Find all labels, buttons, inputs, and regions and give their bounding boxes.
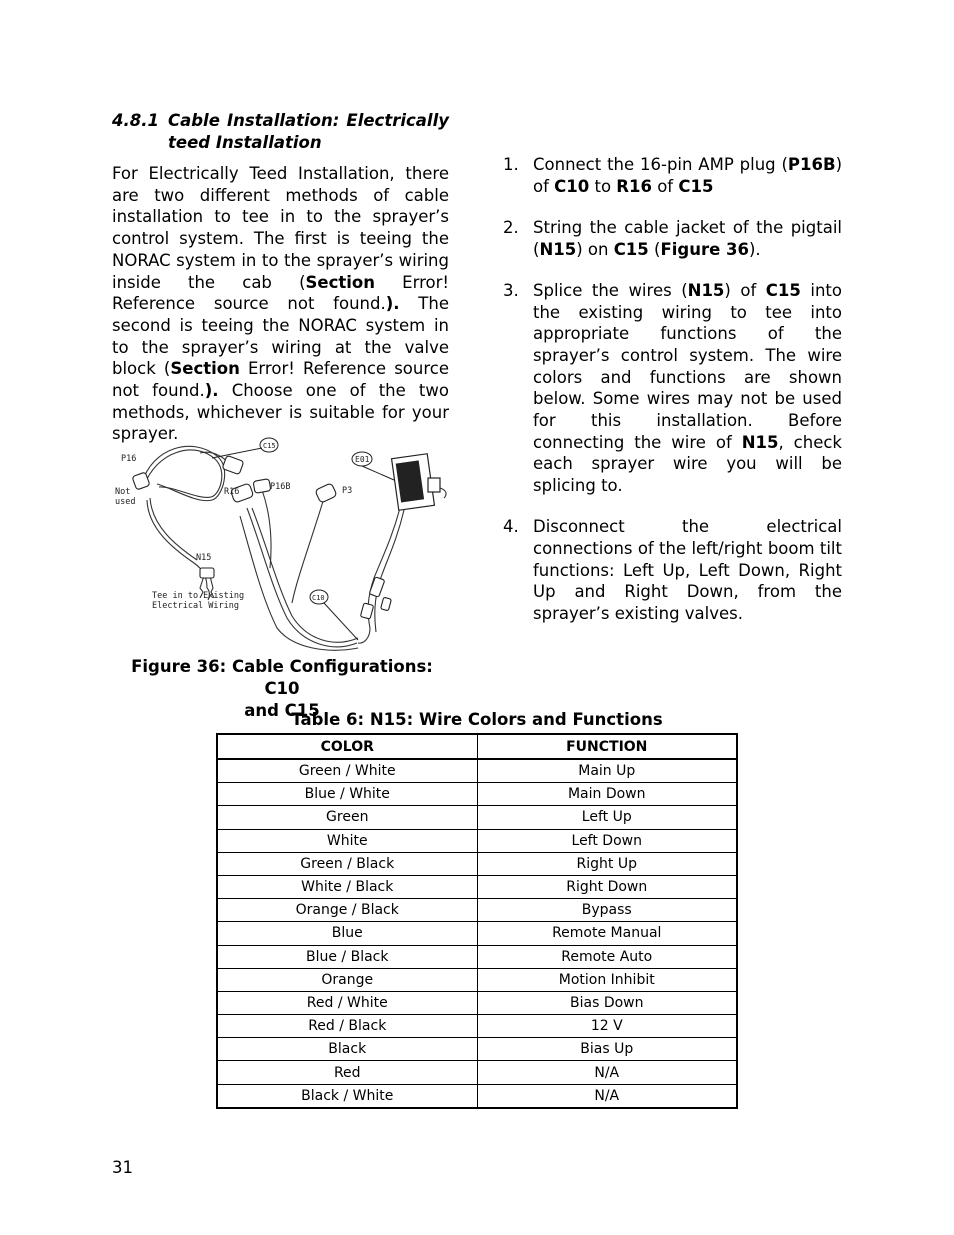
cell-function: Remote Auto [477, 945, 737, 968]
cell-function: N/A [477, 1084, 737, 1108]
table-row [217, 968, 737, 991]
table-row [217, 945, 737, 968]
step-number: 3. [503, 280, 519, 300]
step-text-part: ). [749, 239, 761, 259]
cell-color: White [217, 829, 477, 852]
step-number: 2. [503, 217, 519, 237]
step-text-part: of [651, 176, 679, 196]
step-text-part: ) of [724, 280, 766, 300]
table-row [217, 899, 737, 922]
cell-function: 12 V [477, 1015, 737, 1038]
table-row [217, 1015, 737, 1038]
cell-color: Black / White [217, 1084, 477, 1108]
label-not-used-2: used [115, 497, 136, 507]
step-text [533, 280, 842, 497]
label-p3: P3 [342, 486, 353, 496]
step-ref: N15 [687, 280, 725, 300]
step-text-part: to [589, 176, 617, 196]
step-text-part: into the existing wiring to tee into appropriate functions of the sprayer’s control system. The wire colors and functions are shown below. Some wires may not be used for this installation. Before connecting the wire of [533, 280, 842, 452]
cell-function: Main Up [477, 759, 737, 783]
cell-function: Right Up [477, 852, 737, 875]
intro-text: For Electrically Teed Installation, there are two different methods of cable installation to tee in to the sprayer’s control system. The first is teeing the NORAC system in to the sprayer’s wiring inside the cab ( [112, 164, 449, 292]
intro-close-paren: ). [204, 381, 219, 401]
step-ref: C15 [765, 280, 801, 300]
cable-diagram [112, 428, 452, 656]
table-header-row [217, 734, 737, 759]
step-item [503, 154, 842, 197]
cell-function: Bypass [477, 899, 737, 922]
cell-color: White / Black [217, 875, 477, 898]
label-p16: P16 [121, 454, 137, 464]
intro-paragraph [112, 163, 449, 445]
table-row [217, 1038, 737, 1061]
step-ref: C10 [554, 176, 590, 196]
intro-section-ref: Section [170, 359, 240, 379]
step-ref: P16B [787, 155, 836, 174]
wire-colors-table [216, 733, 738, 1109]
step-number: 4. [503, 517, 519, 537]
column-header-color: COLOR [217, 734, 477, 759]
label-c10: C10 [312, 594, 325, 602]
cell-color: Orange / Black [217, 899, 477, 922]
figure-caption-line1: Figure 36: Cable Configurations: C10 [131, 657, 433, 698]
intro-section-ref: Section [305, 272, 375, 292]
step-ref: R16 [616, 176, 652, 196]
step-ref: Figure 36 [660, 239, 749, 259]
cell-function: Right Down [477, 875, 737, 898]
step-text-part: Disconnect the electrical connections of the left/right boom tilt functions: Left Up, Left Down, Right Up and Right Down, from the sprayer’s existing valves. [533, 517, 842, 624]
step-text-part: ) on [576, 239, 614, 259]
table-row [217, 1061, 737, 1084]
label-tee-line1: Tee in to Existing [152, 591, 245, 601]
step-text-part: , check each sprayer wire you will be splicing to. [533, 432, 842, 496]
table-row [217, 783, 737, 806]
step-item [503, 516, 842, 625]
table-row [217, 759, 737, 783]
step-text-part: String the cable jacket of the pigtail ( [533, 217, 842, 259]
table-row [217, 875, 737, 898]
step-text [533, 217, 842, 260]
label-c15: C15 [263, 442, 276, 450]
step-text-part: ) of [533, 155, 842, 196]
cell-color: Blue / Black [217, 945, 477, 968]
cell-color: Green / White [217, 759, 477, 783]
step-text-part: Splice the wires ( [533, 280, 688, 300]
step-text [533, 154, 842, 197]
label-n15: N15 [196, 553, 212, 563]
cell-function: Bias Up [477, 1038, 737, 1061]
step-item [503, 280, 842, 497]
cell-color: Green [217, 806, 477, 829]
step-ref: C15 [613, 239, 649, 259]
cell-color: Green / Black [217, 852, 477, 875]
page-number: 31 [112, 1158, 133, 1177]
table-caption: Table 6: N15: Wire Colors and Functions [291, 710, 663, 729]
intro-error-ref: Error! Reference source not found. [112, 272, 449, 314]
cell-color: Red / Black [217, 1015, 477, 1038]
installation-steps [503, 154, 842, 644]
table-row [217, 1084, 737, 1108]
section-title-line1: Cable Installation: Electrically [168, 111, 449, 130]
cell-function: Main Down [477, 783, 737, 806]
cell-color: Blue / White [217, 783, 477, 806]
figure-caption-line2: and C15 [244, 701, 320, 720]
intro-text: The second is teeing the NORAC system in to the sprayer’s wiring at the valve block ( [112, 294, 449, 379]
step-text-part: ( [648, 239, 661, 259]
table-row [217, 991, 737, 1014]
cell-function: N/A [477, 1061, 737, 1084]
step-ref: N15 [741, 432, 779, 452]
label-not-used-1: Not [115, 487, 131, 497]
cell-function: Bias Down [477, 991, 737, 1014]
label-e01: E01 [355, 455, 370, 464]
intro-error-ref: Error! Reference source not found. [112, 359, 450, 401]
step-item [503, 217, 842, 260]
cell-function: Left Up [477, 806, 737, 829]
cell-color: Red / White [217, 991, 477, 1014]
label-p16b: P16B [270, 482, 291, 492]
label-tee-line2: Electrical Wiring [152, 601, 239, 611]
intro-text: Choose one of the two methods, whichever is suitable for your sprayer. [112, 381, 449, 444]
table-row [217, 852, 737, 875]
section-heading [112, 110, 449, 154]
table-row [217, 806, 737, 829]
cell-color: Black [217, 1038, 477, 1061]
table-row [217, 922, 737, 945]
step-number: 1. [503, 155, 519, 174]
intro-close-paren: ). [385, 294, 400, 314]
label-r16: R16 [224, 487, 240, 497]
cell-color: Red [217, 1061, 477, 1084]
section-number: 4.8.1 [112, 111, 159, 130]
table-row [217, 829, 737, 852]
section-title-line2: teed Installation [168, 133, 322, 152]
cell-color: Orange [217, 968, 477, 991]
cell-function: Left Down [477, 829, 737, 852]
column-header-function: FUNCTION [477, 734, 737, 759]
step-text [533, 516, 842, 625]
step-ref: N15 [539, 239, 577, 259]
cell-color: Blue [217, 922, 477, 945]
step-ref: C15 [678, 176, 714, 196]
step-text-part: Connect the 16-pin AMP plug ( [533, 155, 788, 174]
cell-function: Motion Inhibit [477, 968, 737, 991]
cell-function: Remote Manual [477, 922, 737, 945]
